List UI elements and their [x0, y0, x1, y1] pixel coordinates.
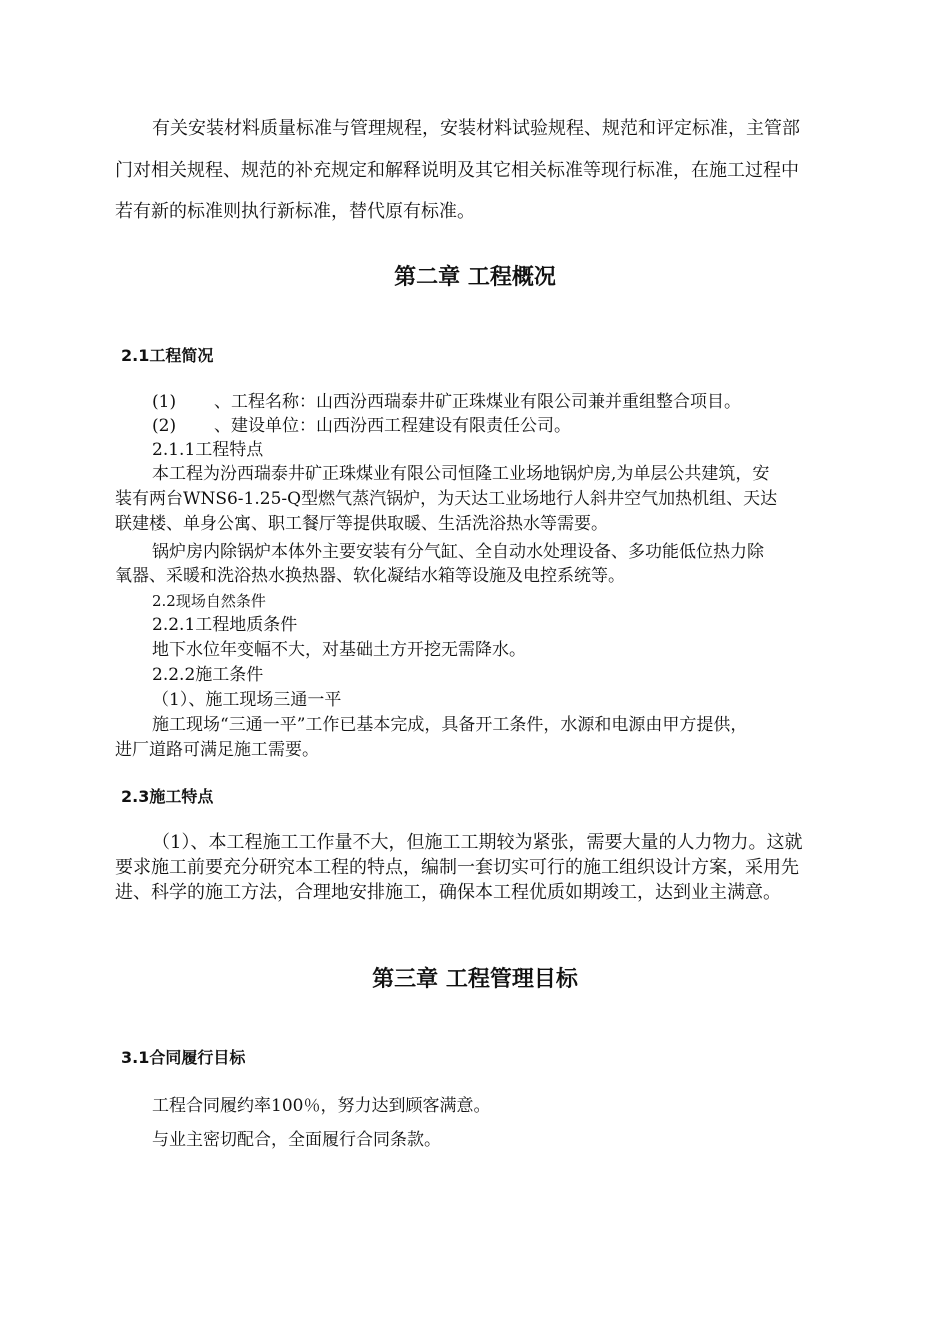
item-2-number: (2): [152, 416, 177, 436]
contract-target-line-1: 工程合同履约率100％，努力达到顾客满意。: [152, 1096, 491, 1116]
section-2-3-heading: 2.3施工特点: [121, 787, 214, 806]
intro-line-1: 有关安装材料质量标准与管理规程，安装材料试验规程、规范和评定标准，主管部: [152, 118, 800, 139]
subsection-2-2-2: 2.2.2施工条件: [152, 665, 264, 685]
subsection-2-1-1: 2.1.1工程特点: [152, 440, 264, 460]
geology-text: 地下水位年变幅不大，对基础土方开挖无需降水。: [152, 640, 526, 660]
construction-line-1: （1）、本工程施工工作量不大，但施工工期较为紧张，需要大量的人力物力。这就: [152, 832, 803, 853]
intro-line-2: 门对相关规程、规范的补充规定和解释说明及其它相关标准等现行标准，在施工过程中: [115, 160, 799, 181]
site-condition-line-1: 施工现场“三通一平”工作已基本完成，具备开工条件，水源和电源由甲方提供，: [152, 715, 748, 735]
intro-line-3: 若有新的标准则执行新标准，替代原有标准。: [115, 201, 475, 222]
section-2-2-heading: 2.2现场自然条件: [152, 592, 266, 610]
site-condition-line-2: 进厂道路可满足施工需要。: [115, 740, 319, 760]
features-line-1: 本工程为汾西瑞泰井矿正珠煤业有限公司恒隆工业场地锅炉房,为单层公共建筑，安: [152, 464, 770, 484]
contract-target-line-2: 与业主密切配合，全面履行合同条款。: [152, 1130, 441, 1150]
features-line-3: 联建楼、单身公寓、职工餐厅等提供取暖、生活洗浴热水等需要。: [115, 514, 608, 534]
chapter-3-title: 第三章 工程管理目标: [372, 967, 578, 992]
construction-line-3: 进、科学的施工方法，合理地安排施工，确保本工程优质如期竣工，达到业主满意。: [115, 882, 781, 903]
construction-line-2: 要求施工前要充分研究本工程的特点，编制一套切实可行的施工组织设计方案，采用先: [115, 857, 799, 878]
item-2-text: 、建设单位：山西汾西工程建设有限责任公司。: [214, 416, 571, 436]
item-1-text: 、工程名称：山西汾西瑞泰井矿正珠煤业有限公司兼并重组整合项目。: [214, 392, 741, 412]
equipment-line-1: 锅炉房内除锅炉本体外主要安装有分气缸、全自动水处理设备、多功能低位热力除: [152, 542, 764, 562]
features-line-2: 装有两台WNS6-1.25-Q型燃气蒸汽锅炉，为天达工业场地行人斜井空气加热机组、天达: [115, 489, 778, 509]
item-1-number: (1): [152, 392, 177, 412]
equipment-line-2: 氧器、采暖和洗浴热水换热器、软化凝结水箱等设施及电控系统等。: [115, 566, 625, 586]
subsection-2-2-1: 2.2.1工程地质条件: [152, 615, 298, 635]
section-3-1-heading: 3.1合同履行目标: [121, 1048, 246, 1067]
section-2-1-heading: 2.1工程简况: [121, 346, 214, 365]
site-condition-item: （1）、施工现场三通一平: [152, 690, 342, 710]
chapter-2-title: 第二章 工程概况: [394, 265, 556, 290]
